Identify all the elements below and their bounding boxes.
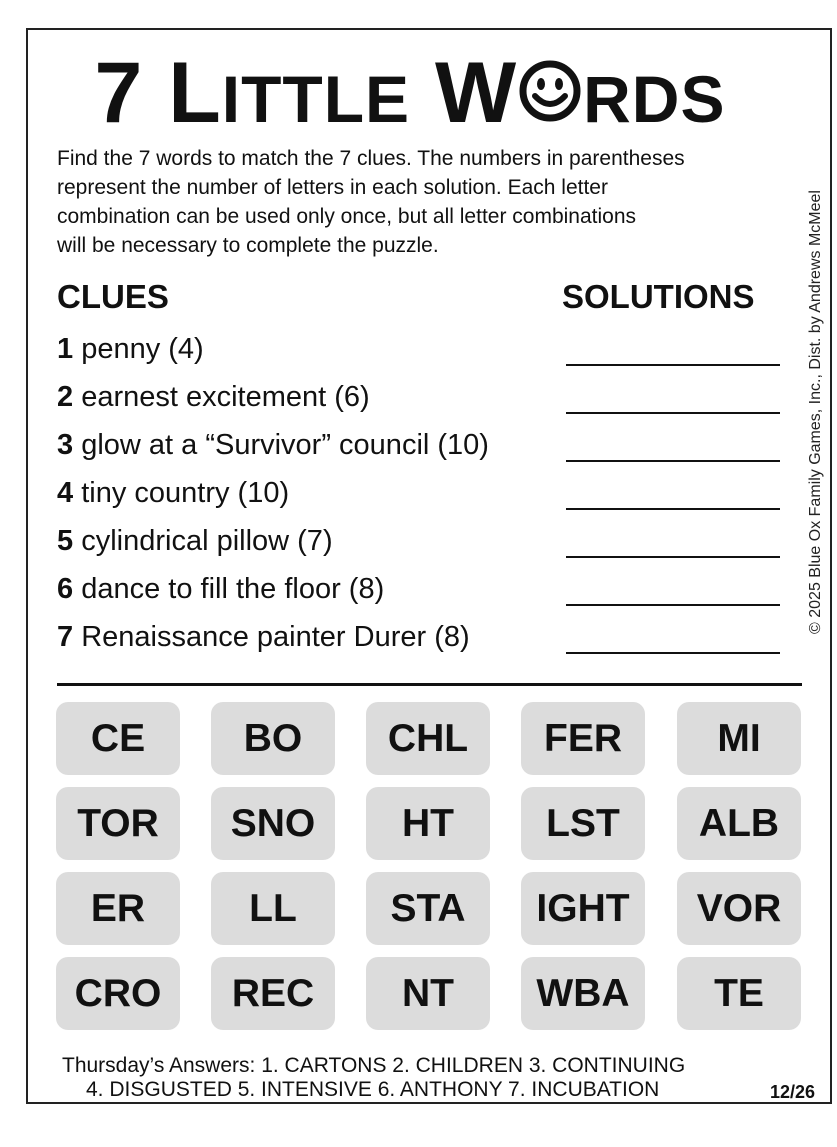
letter-tile[interactable]: FER — [521, 702, 645, 775]
letter-tile[interactable]: WBA — [521, 957, 645, 1030]
copyright-text: © 2025 Blue Ox Family Games, Inc., Dist. by Andrews McMeel — [807, 190, 824, 634]
clue-text: glow at a “Survivor” council (10) — [73, 429, 489, 461]
clue-number: 1 — [57, 333, 74, 365]
letter-tile[interactable]: VOR — [677, 872, 801, 945]
letter-tile[interactable]: NT — [366, 957, 490, 1030]
letter-tile[interactable]: SNO — [211, 787, 335, 860]
solution-blank-7[interactable] — [566, 652, 780, 654]
letter-tile[interactable]: ER — [56, 872, 180, 945]
solution-blank-5[interactable] — [566, 556, 780, 558]
title-part-2: ITTLE — [221, 62, 411, 136]
solution-blank-2[interactable] — [566, 412, 780, 414]
instructions-line: represent the number of letters in each solution. Each letter — [57, 176, 608, 199]
clue-number: 7 — [57, 621, 74, 653]
instructions-line: will be necessary to complete the puzzle. — [57, 234, 439, 257]
clue-1 — [57, 333, 204, 366]
instructions-line: Find the 7 words to match the 7 clues. The numbers in parentheses — [57, 147, 685, 170]
clue-text: dance to fill the floor (8) — [73, 573, 385, 605]
clue-text: tiny country (10) — [73, 477, 290, 509]
clue-5 — [57, 525, 333, 558]
letter-tile[interactable]: CHL — [366, 702, 490, 775]
letter-tile[interactable]: LL — [211, 872, 335, 945]
clue-7 — [57, 621, 470, 654]
letter-tile[interactable]: ALB — [677, 787, 801, 860]
instructions-line: combination can be used only once, but all letter combinations — [57, 205, 637, 228]
clue-number: 3 — [57, 429, 74, 461]
clue-4 — [57, 477, 289, 510]
puzzle-title — [40, 44, 780, 143]
clue-text: Renaissance painter Durer (8) — [73, 621, 470, 653]
instructions — [57, 144, 807, 260]
solution-blank-4[interactable] — [566, 508, 780, 510]
solutions-header: SOLUTIONS — [562, 278, 755, 315]
title-part-3: W — [410, 45, 518, 141]
solution-blank-3[interactable] — [566, 460, 780, 462]
answers-line-1: Thursday’s Answers: 1. CARTONS 2. CHILDREN 3. CONTINUING — [62, 1054, 686, 1077]
letter-tile[interactable]: MI — [677, 702, 801, 775]
title-part-4: RDS — [583, 62, 726, 136]
smiley-face-icon — [519, 60, 581, 122]
puzzle-date: 12/26 — [770, 1082, 816, 1102]
clue-text: penny (4) — [73, 333, 204, 365]
solution-blank-1[interactable] — [566, 364, 780, 366]
previous-answers — [62, 1054, 685, 1102]
clues-header: CLUES — [57, 278, 169, 315]
letter-tile[interactable]: REC — [211, 957, 335, 1030]
title-part-1: 7 L — [94, 45, 222, 141]
letter-tile[interactable]: STA — [366, 872, 490, 945]
letter-tile[interactable]: HT — [366, 787, 490, 860]
clue-2 — [57, 381, 370, 414]
letter-tile[interactable]: LST — [521, 787, 645, 860]
clue-number: 6 — [57, 573, 74, 605]
clue-3 — [57, 429, 489, 462]
clue-6 — [57, 573, 384, 606]
clue-text: earnest excitement (6) — [73, 381, 370, 413]
answers-line-2: 4. DISGUSTED 5. INTENSIVE 6. ANTHONY 7. INCUBATION — [86, 1078, 660, 1101]
section-divider — [57, 683, 802, 686]
letter-tile[interactable]: CE — [56, 702, 180, 775]
letter-tile[interactable]: BO — [211, 702, 335, 775]
clue-number: 4 — [57, 477, 74, 509]
clue-text: cylindrical pillow (7) — [73, 525, 333, 557]
letter-tile[interactable]: TOR — [56, 787, 180, 860]
clue-number: 5 — [57, 525, 74, 557]
clue-number: 2 — [57, 381, 74, 413]
letter-tile[interactable]: CRO — [56, 957, 180, 1030]
letter-tile[interactable]: TE — [677, 957, 801, 1030]
letter-tile[interactable]: IGHT — [521, 872, 645, 945]
solution-blank-6[interactable] — [566, 604, 780, 606]
